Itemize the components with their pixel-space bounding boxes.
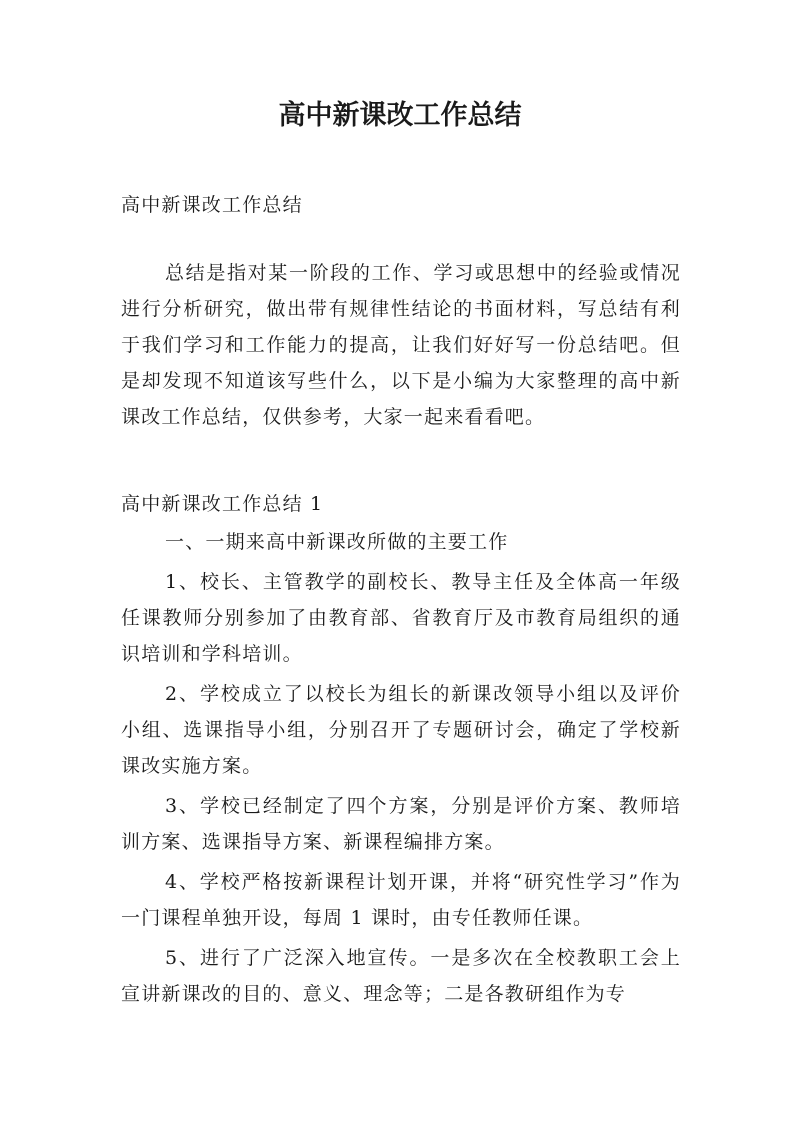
section-heading: 高中新课改工作总结 1 [121, 493, 324, 515]
section-content [121, 524, 681, 1016]
paragraph-item-3: 3、学校已经制定了四个方案，分别是评价方案、教师培训方案、选课指导方案、新课程编排方案。 [121, 795, 681, 853]
intro-paragraph: 总结是指对某一阶段的工作、学习或思想中的经验或情况进行分析研究，做出带有规律性结论的书面材料，写总结有利于我们学习和工作能力的提高，让我们好好写一份总结吧。但是却发现不知道该写些什么，以下是小编为大家整理的高中新课改工作总结，仅供参考，大家一起来看看吧。 [121, 262, 681, 428]
document-title: 高中新课改工作总结 [278, 100, 522, 131]
paragraph-item-4: 4、学校严格按新课程计划开课，并将“研究性学习”作为一门课程单独开设，每周 1 课时，由专任教师任课。 [121, 871, 681, 929]
paragraph-item-2: 2、学校成立了以校长为组长的新课改领导小组以及评价小组、选课指导小组，分别召开了专题研讨会，确定了学校新课改实施方案。 [121, 683, 681, 777]
paragraph-item-5: 5、进行了广泛深入地宣传。一是多次在全校教职工会上宣讲新课改的目的、意义、理念等；二是各教研组作为专 [121, 947, 681, 1005]
document-subtitle: 高中新课改工作总结 [121, 194, 303, 216]
paragraph-item-1: 1、校长、主管教学的副校长、教导主任及全体高一年级任课教师分别参加了由教育部、省教育厅及市教育局组织的通识培训和学科培训。 [121, 571, 681, 665]
section-item-heading: 一、一期来高中新课改所做的主要工作 [165, 531, 509, 553]
